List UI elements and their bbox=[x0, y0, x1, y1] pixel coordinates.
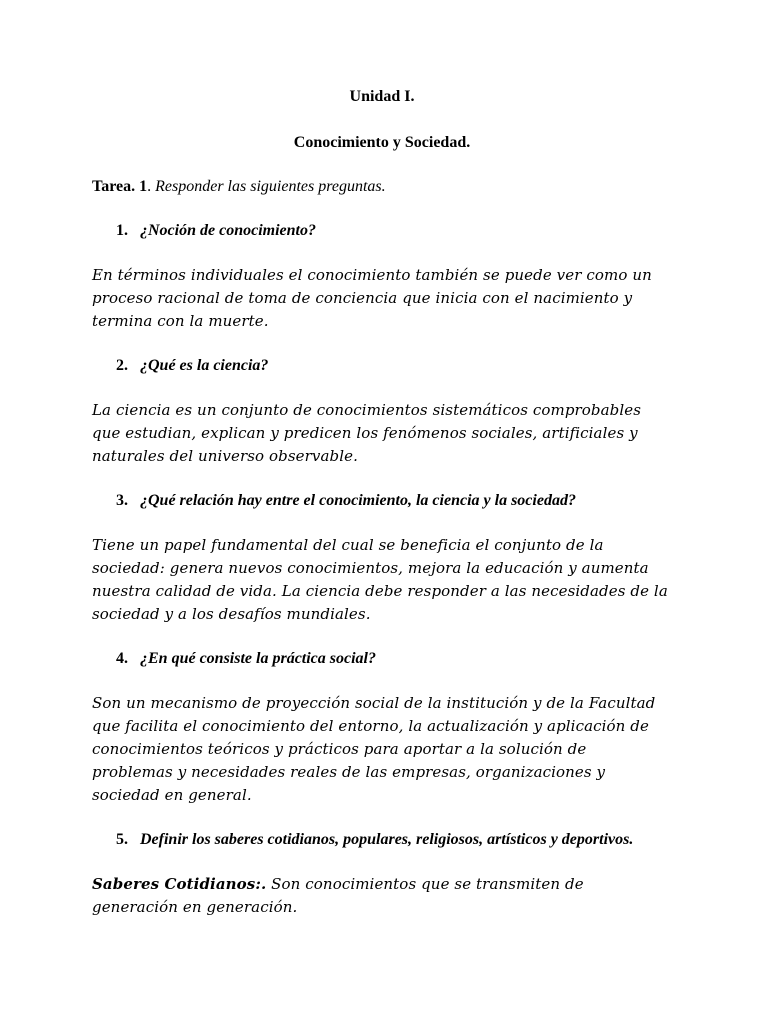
question-text: ¿Qué es la ciencia? bbox=[140, 357, 269, 374]
answer-1: En términos individuales el conocimiento también se puede ver como un proceso racional de toma de conciencia que inicia con el nacimiento y termina con la muerte. bbox=[92, 266, 652, 330]
question-2 bbox=[92, 355, 672, 377]
answer-5 bbox=[92, 873, 672, 919]
answer-text: Son conocimientos que se transmiten de generación en generación. bbox=[92, 875, 584, 916]
question-1 bbox=[92, 220, 672, 242]
task-label: Tarea. 1 bbox=[92, 178, 148, 195]
question-text: ¿Noción de conocimiento? bbox=[140, 222, 316, 239]
question-3 bbox=[92, 490, 672, 512]
question-text: ¿Qué relación hay entre el conocimiento, la ciencia y la sociedad? bbox=[140, 492, 576, 509]
page-subtitle: Conocimiento y Sociedad. bbox=[293, 134, 471, 151]
task-instruction: Responder las siguientes preguntas. bbox=[155, 178, 386, 195]
answer-4: Son un mecanismo de proyección social de la institución y de la Facultad que facilita el conocimiento del entorno, la actualización y aplicación de conocimientos teóricos y prácticos para aportar a la solución de problemas y necesidades reales de las empresas, organizaciones y sociedad en general. bbox=[92, 694, 656, 804]
task-separator: . bbox=[147, 178, 156, 195]
question-text: Definir los saberes cotidianos, populares, religiosos, artísticos y deportivos. bbox=[140, 831, 634, 848]
question-number: 2. bbox=[116, 357, 128, 374]
question-number: 1. bbox=[116, 222, 128, 239]
answer-lead: Saberes Cotidianos:. bbox=[92, 875, 267, 893]
unit-title: Unidad I. bbox=[349, 88, 415, 105]
task-line bbox=[92, 176, 672, 198]
question-4 bbox=[92, 648, 672, 670]
answer-3: Tiene un papel fundamental del cual se beneficia el conjunto de la sociedad: genera nuevos conocimientos, mejora la educación y aumenta nuestra calidad de vida. La ciencia debe responder a las necesidades de la sociedad y a los desafíos mundiales. bbox=[92, 536, 668, 623]
question-5 bbox=[92, 829, 672, 851]
question-number: 3. bbox=[116, 492, 128, 509]
answer-2: La ciencia es un conjunto de conocimientos sistemáticos comprobables que estudian, explican y predicen los fenómenos sociales, artificiales y naturales del universo observable. bbox=[92, 401, 642, 465]
question-text: ¿En qué consiste la práctica social? bbox=[140, 650, 376, 667]
question-number: 4. bbox=[116, 650, 128, 667]
question-number: 5. bbox=[116, 831, 128, 848]
